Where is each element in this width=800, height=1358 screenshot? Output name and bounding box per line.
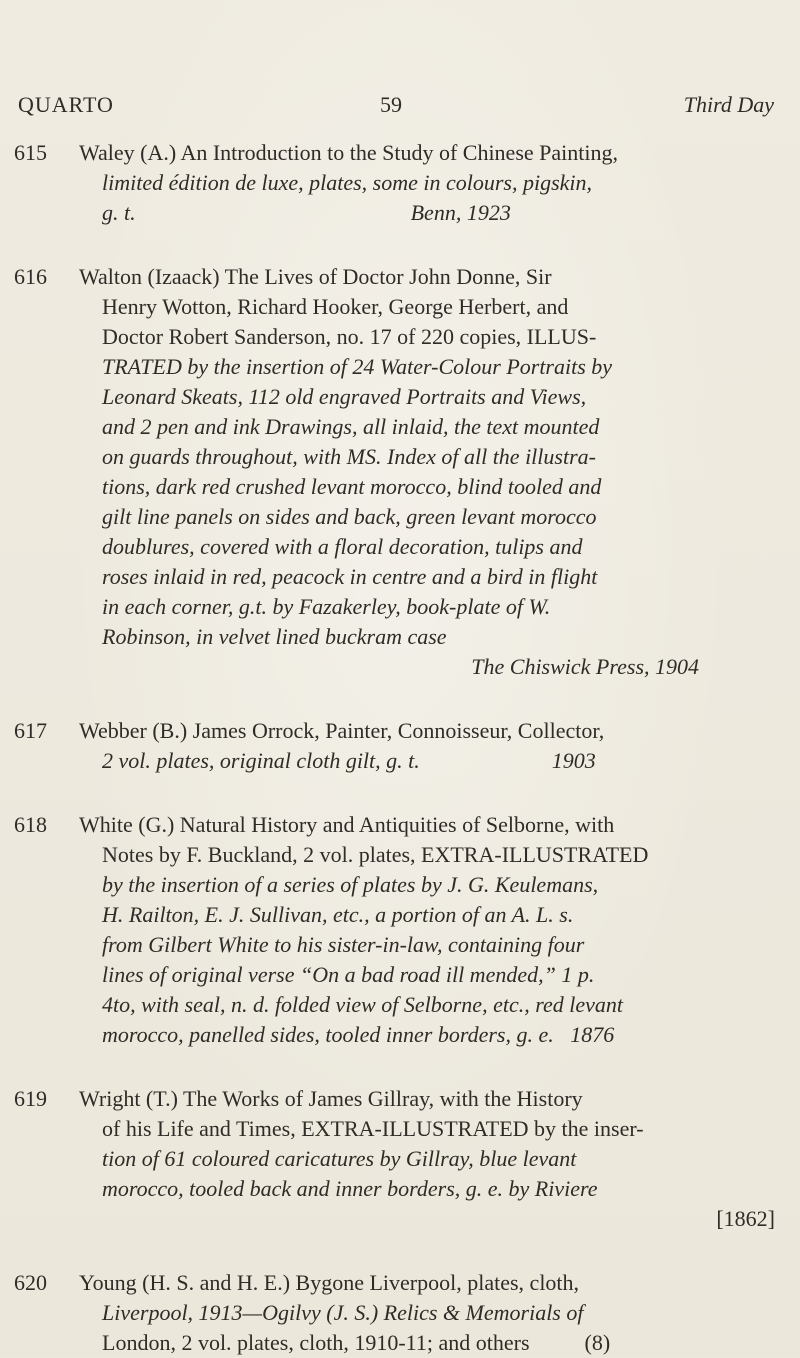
lot-number: 615 bbox=[14, 140, 47, 165]
lot-line: of his Life and Times, EXTRA-ILLUSTRATED by the inser- bbox=[102, 1116, 644, 1141]
lot-number: 617 bbox=[14, 718, 47, 743]
lot-line: lines of original verse “On a bad road ill mended,” 1 p. bbox=[102, 962, 595, 987]
lot-line: TRATED by the insertion of 24 Water-Colour Portraits by bbox=[102, 354, 613, 379]
lot-line: Waley (A.) An Introduction to the Study of Chinese Painting, bbox=[79, 140, 618, 165]
lot-line: [1862] bbox=[716, 1206, 775, 1231]
lot-line: g. t. Benn, 1923 bbox=[102, 200, 511, 225]
lot-entry bbox=[0, 1084, 800, 1234]
lot-line: The Chiswick Press, 1904 bbox=[471, 654, 699, 679]
lot-line: tions, dark red crushed levant morocco, blind tooled and bbox=[102, 474, 602, 499]
lot-list bbox=[0, 138, 800, 1358]
lot-line: and 2 pen and ink Drawings, all inlaid, the text mounted bbox=[102, 414, 600, 439]
lot-line: limited édition de luxe, plates, some in colours, pigskin, bbox=[102, 170, 593, 195]
lot-entry bbox=[0, 716, 800, 776]
lot-description bbox=[79, 716, 779, 776]
lot-description bbox=[79, 262, 779, 682]
lot-line: Wright (T.) The Works of James Gillray, with the History bbox=[79, 1086, 583, 1111]
lot-number: 619 bbox=[14, 1086, 47, 1111]
lot-line: 2 vol. plates, original cloth gilt, g. t. 1903 bbox=[102, 748, 596, 773]
lot-description bbox=[79, 1084, 779, 1234]
lot-entry bbox=[0, 810, 800, 1050]
lot-line: Robinson, in velvet lined buckram case bbox=[102, 624, 447, 649]
lot-line: by the insertion of a series of plates by J. G. Keulemans, bbox=[102, 872, 599, 897]
page-header bbox=[0, 92, 800, 122]
lot-description bbox=[79, 810, 779, 1050]
sale-day-heading: Third Day bbox=[683, 92, 774, 117]
lot-line: Henry Wotton, Richard Hooker, George Herbert, and bbox=[102, 294, 569, 319]
lot-line: White (G.) Natural History and Antiquities of Selborne, with bbox=[79, 812, 615, 837]
lot-line: 4to, with seal, n. d. folded view of Selborne, etc., red levant bbox=[102, 992, 623, 1017]
lot-line: Young (H. S. and H. E.) Bygone Liverpool, plates, cloth, bbox=[79, 1270, 580, 1295]
lot-description bbox=[79, 1268, 779, 1358]
lot-line: H. Railton, E. J. Sullivan, etc., a portion of an A. L. s. bbox=[102, 902, 574, 927]
lot-line: London, 2 vol. plates, cloth, 1910-11; and others (8) bbox=[102, 1330, 611, 1355]
lot-line: doublures, covered with a floral decoration, tulips and bbox=[102, 534, 583, 559]
lot-number: 620 bbox=[14, 1270, 47, 1295]
lot-description bbox=[79, 138, 779, 228]
section-heading: QUARTO bbox=[18, 92, 114, 117]
lot-entry bbox=[0, 262, 800, 682]
lot-line: morocco, panelled sides, tooled inner borders, g. e. 1876 bbox=[102, 1022, 615, 1047]
lot-line: from Gilbert White to his sister-in-law, containing four bbox=[102, 932, 585, 957]
lot-line: Doctor Robert Sanderson, no. 17 of 220 copies, ILLUS- bbox=[102, 324, 597, 349]
page-number: 59 bbox=[380, 92, 402, 117]
lot-line: tion of 61 coloured caricatures by Gillray, blue levant bbox=[102, 1146, 577, 1171]
lot-line: Notes by F. Buckland, 2 vol. plates, EXTRA-ILLUSTRATED bbox=[102, 842, 649, 867]
lot-line: Webber (B.) James Orrock, Painter, Connoisseur, Collector, bbox=[79, 718, 605, 743]
lot-line: Liverpool, 1913—Ogilvy (J. S.) Relics & Memorials of bbox=[102, 1300, 584, 1325]
lot-line: Leonard Skeats, 112 old engraved Portraits and Views, bbox=[102, 384, 587, 409]
lot-line: on guards throughout, with MS. Index of all the illustra- bbox=[102, 444, 596, 469]
lot-line: roses inlaid in red, peacock in centre and a bird in flight bbox=[102, 564, 598, 589]
lot-number: 618 bbox=[14, 812, 47, 837]
lot-entry bbox=[0, 1268, 800, 1358]
lot-number: 616 bbox=[14, 264, 47, 289]
lot-line: morocco, tooled back and inner borders, g. e. by Riviere bbox=[102, 1176, 598, 1201]
lot-line: Walton (Izaack) The Lives of Doctor John Donne, Sir bbox=[79, 264, 552, 289]
lot-line: gilt line panels on sides and back, green levant morocco bbox=[102, 504, 597, 529]
lot-entry bbox=[0, 138, 800, 228]
lot-line: in each corner, g.t. by Fazakerley, book-plate of W. bbox=[102, 594, 551, 619]
